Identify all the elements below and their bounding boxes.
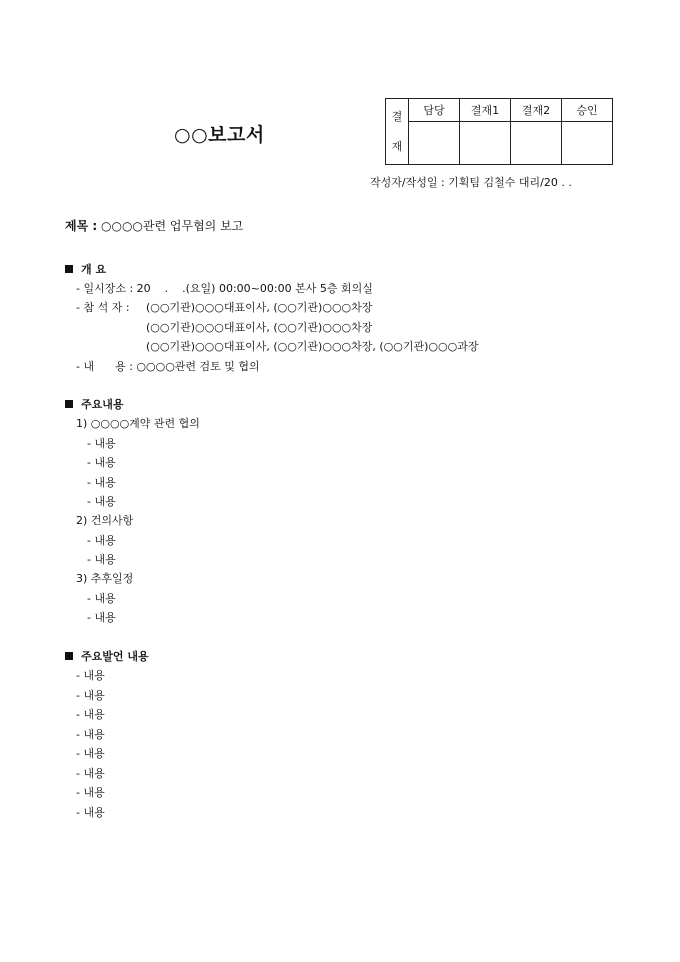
square-bullet-icon [65,652,73,660]
overview-heading-text: 개 요 [81,263,107,276]
main-heading-text: 주요내용 [81,398,124,411]
approval-box-review2 [511,122,562,165]
list-item: - 내용 [76,786,105,799]
approval-side-top: 결 [391,109,403,123]
list-item: - 내용 [87,592,116,605]
approval-header-review1: 결재1 [460,99,511,122]
list-item: - 내용 [87,495,116,508]
document-title: ○○보고서 [174,124,265,146]
overview-attendee-line: (○○기관)○○○대표이사, (○○기관)○○○차장 [146,301,373,314]
list-item: - 내용 [76,708,105,721]
subject-line [65,217,243,234]
approval-box-review1 [460,122,511,165]
list-item: - 내용 [87,476,116,489]
approval-header-manager: 담당 [409,99,460,122]
approval-side-bottom: 재 [391,139,403,153]
main-group-title: 2) 건의사항 [76,514,134,527]
approval-box-approve [562,122,613,165]
overview-place: - 일시장소 : 20 . .(요일) 00:00~00:00 본사 5층 회의실 [76,282,373,295]
square-bullet-icon [65,400,73,408]
section-overview-heading [65,261,106,277]
subject-label: 제목 : [65,219,98,233]
approval-box-manager [409,122,460,165]
square-bullet-icon [65,265,73,273]
approval-header-approve: 승인 [562,99,613,122]
subject-text: ○○○○관련 업무협의 보고 [101,219,244,233]
list-item: - 내용 [87,534,116,547]
approval-header-review2: 결재2 [511,99,562,122]
list-item: - 내용 [76,747,105,760]
section-remarks-heading [65,648,149,664]
approval-side-label [386,99,409,165]
list-item: - 내용 [76,728,105,741]
overview-attendees-label: - 참 석 자 : [76,301,134,314]
list-item: - 내용 [87,611,116,624]
list-item: - 내용 [87,456,116,469]
author-line: 작성자/작성일 : 기획팀 김철수 대리/20 . . [370,176,572,189]
list-item: - 내용 [76,669,105,682]
section-main-heading [65,396,124,412]
remarks-heading-text: 주요발언 내용 [81,650,149,663]
list-item: - 내용 [76,806,105,819]
overview-attendee-line: (○○기관)○○○대표이사, (○○기관)○○○차장 [146,321,373,334]
list-item: - 내용 [87,553,116,566]
list-item: - 내용 [76,689,105,702]
overview-content: - 내 용 : ○○○○관련 검토 및 협의 [76,360,260,373]
list-item: - 내용 [87,437,116,450]
list-item: - 내용 [76,767,105,780]
main-group-title: 1) ○○○○계약 관련 협의 [76,417,200,430]
approval-table [385,98,613,165]
main-group-title: 3) 추후일정 [76,572,134,585]
overview-attendee-line: (○○기관)○○○대표이사, (○○기관)○○○차장, (○○기관)○○○과장 [146,340,479,353]
